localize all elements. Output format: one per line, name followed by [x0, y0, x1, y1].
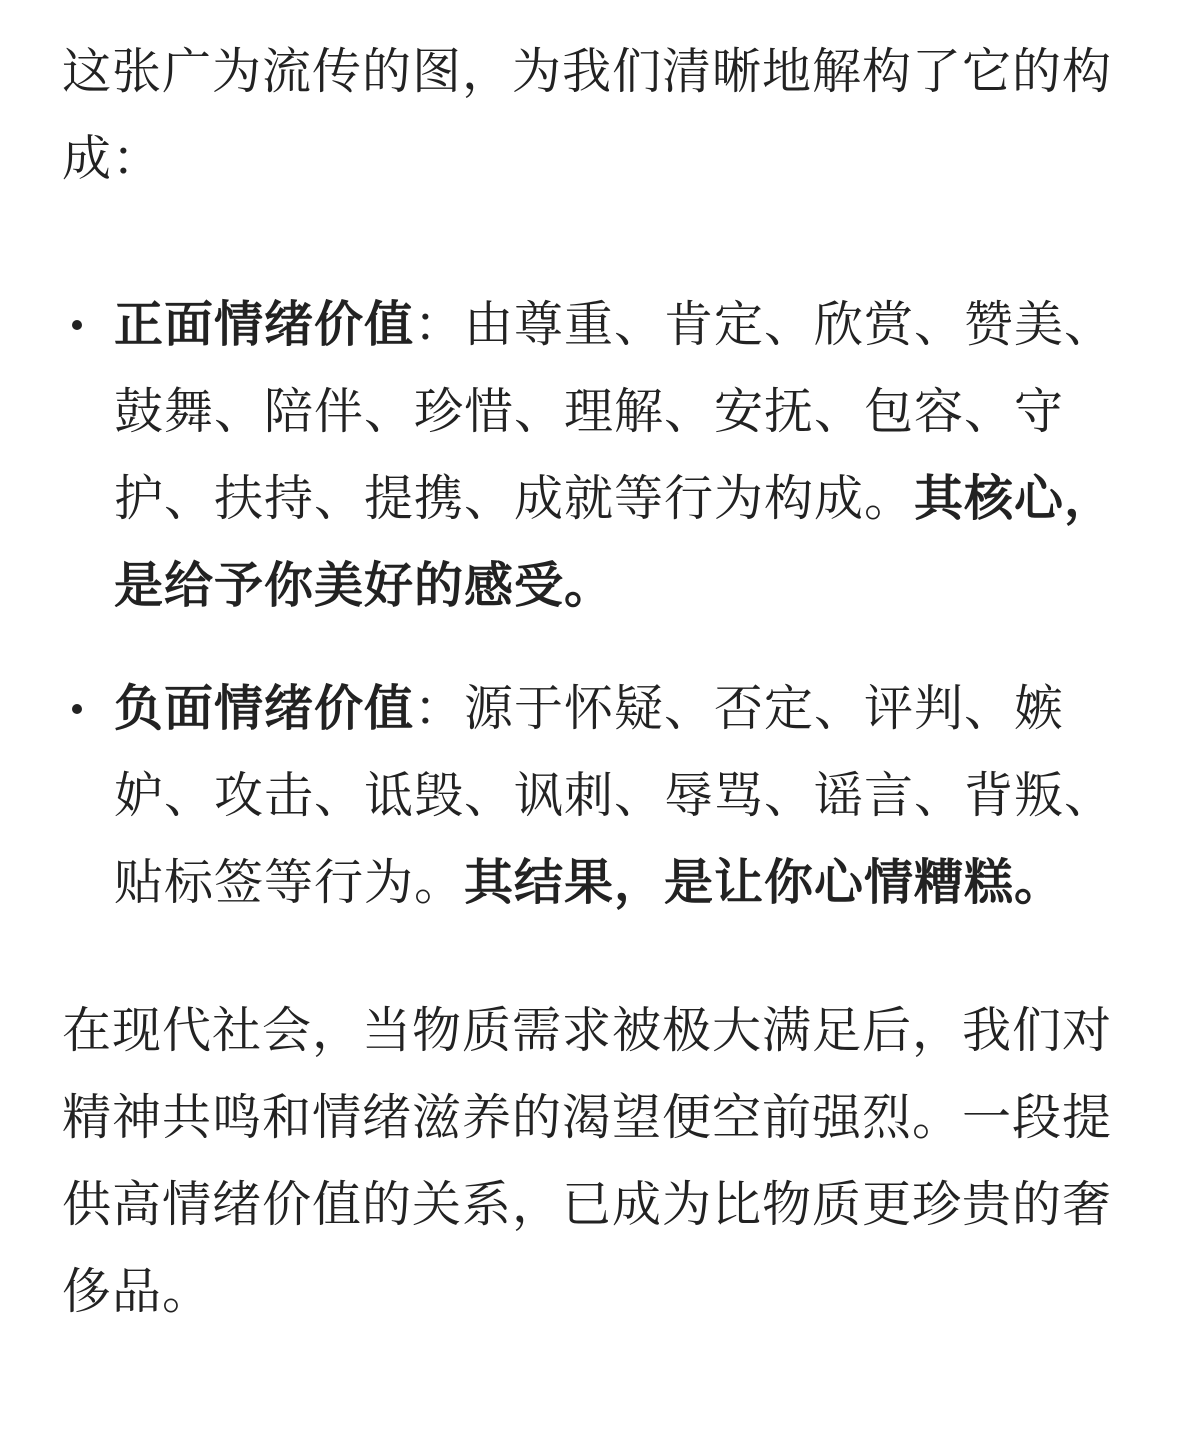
negative-value-colon: ：: [414, 680, 465, 737]
positive-value-emphasis: 其核心，是给予你美好的感受。: [114, 470, 1115, 614]
negative-value-term: 负面情绪价值: [114, 680, 415, 737]
negative-emotional-value-item: [62, 665, 1117, 926]
negative-value-emphasis: 其结果，是让你心情糟糕。: [464, 854, 1065, 911]
bullet-dot-icon: [72, 320, 82, 330]
positive-value-description: 由尊重、肯定、欣赏、赞美、鼓舞、陪伴、珍惜、理解、安抚、包容、守护、扶持、提携、成就等行为构成。: [114, 296, 1115, 527]
positive-value-colon: ：: [414, 296, 465, 353]
negative-value-description: 源于怀疑、否定、评判、嫉妒、攻击、诋毁、讽刺、辱骂、谣言、背叛、贴标签等行为。: [114, 680, 1115, 911]
positive-value-term: 正面情绪价值: [114, 296, 415, 353]
closing-paragraph: 在现代社会，当物质需求被极大满足后，我们对精神共鸣和情绪滋养的渴望便空前强烈。一段提供高情绪价值的关系，已成为比物质更珍贵的奢侈品。: [62, 1002, 1113, 1320]
article-content: [62, 28, 1117, 1335]
positive-emotional-value-item: [62, 281, 1117, 629]
emotional-value-list: [62, 281, 1117, 926]
bullet-dot-icon: [72, 704, 82, 714]
intro-paragraph: 这张广为流传的图，为我们清晰地解构了它的构成：: [62, 43, 1113, 187]
